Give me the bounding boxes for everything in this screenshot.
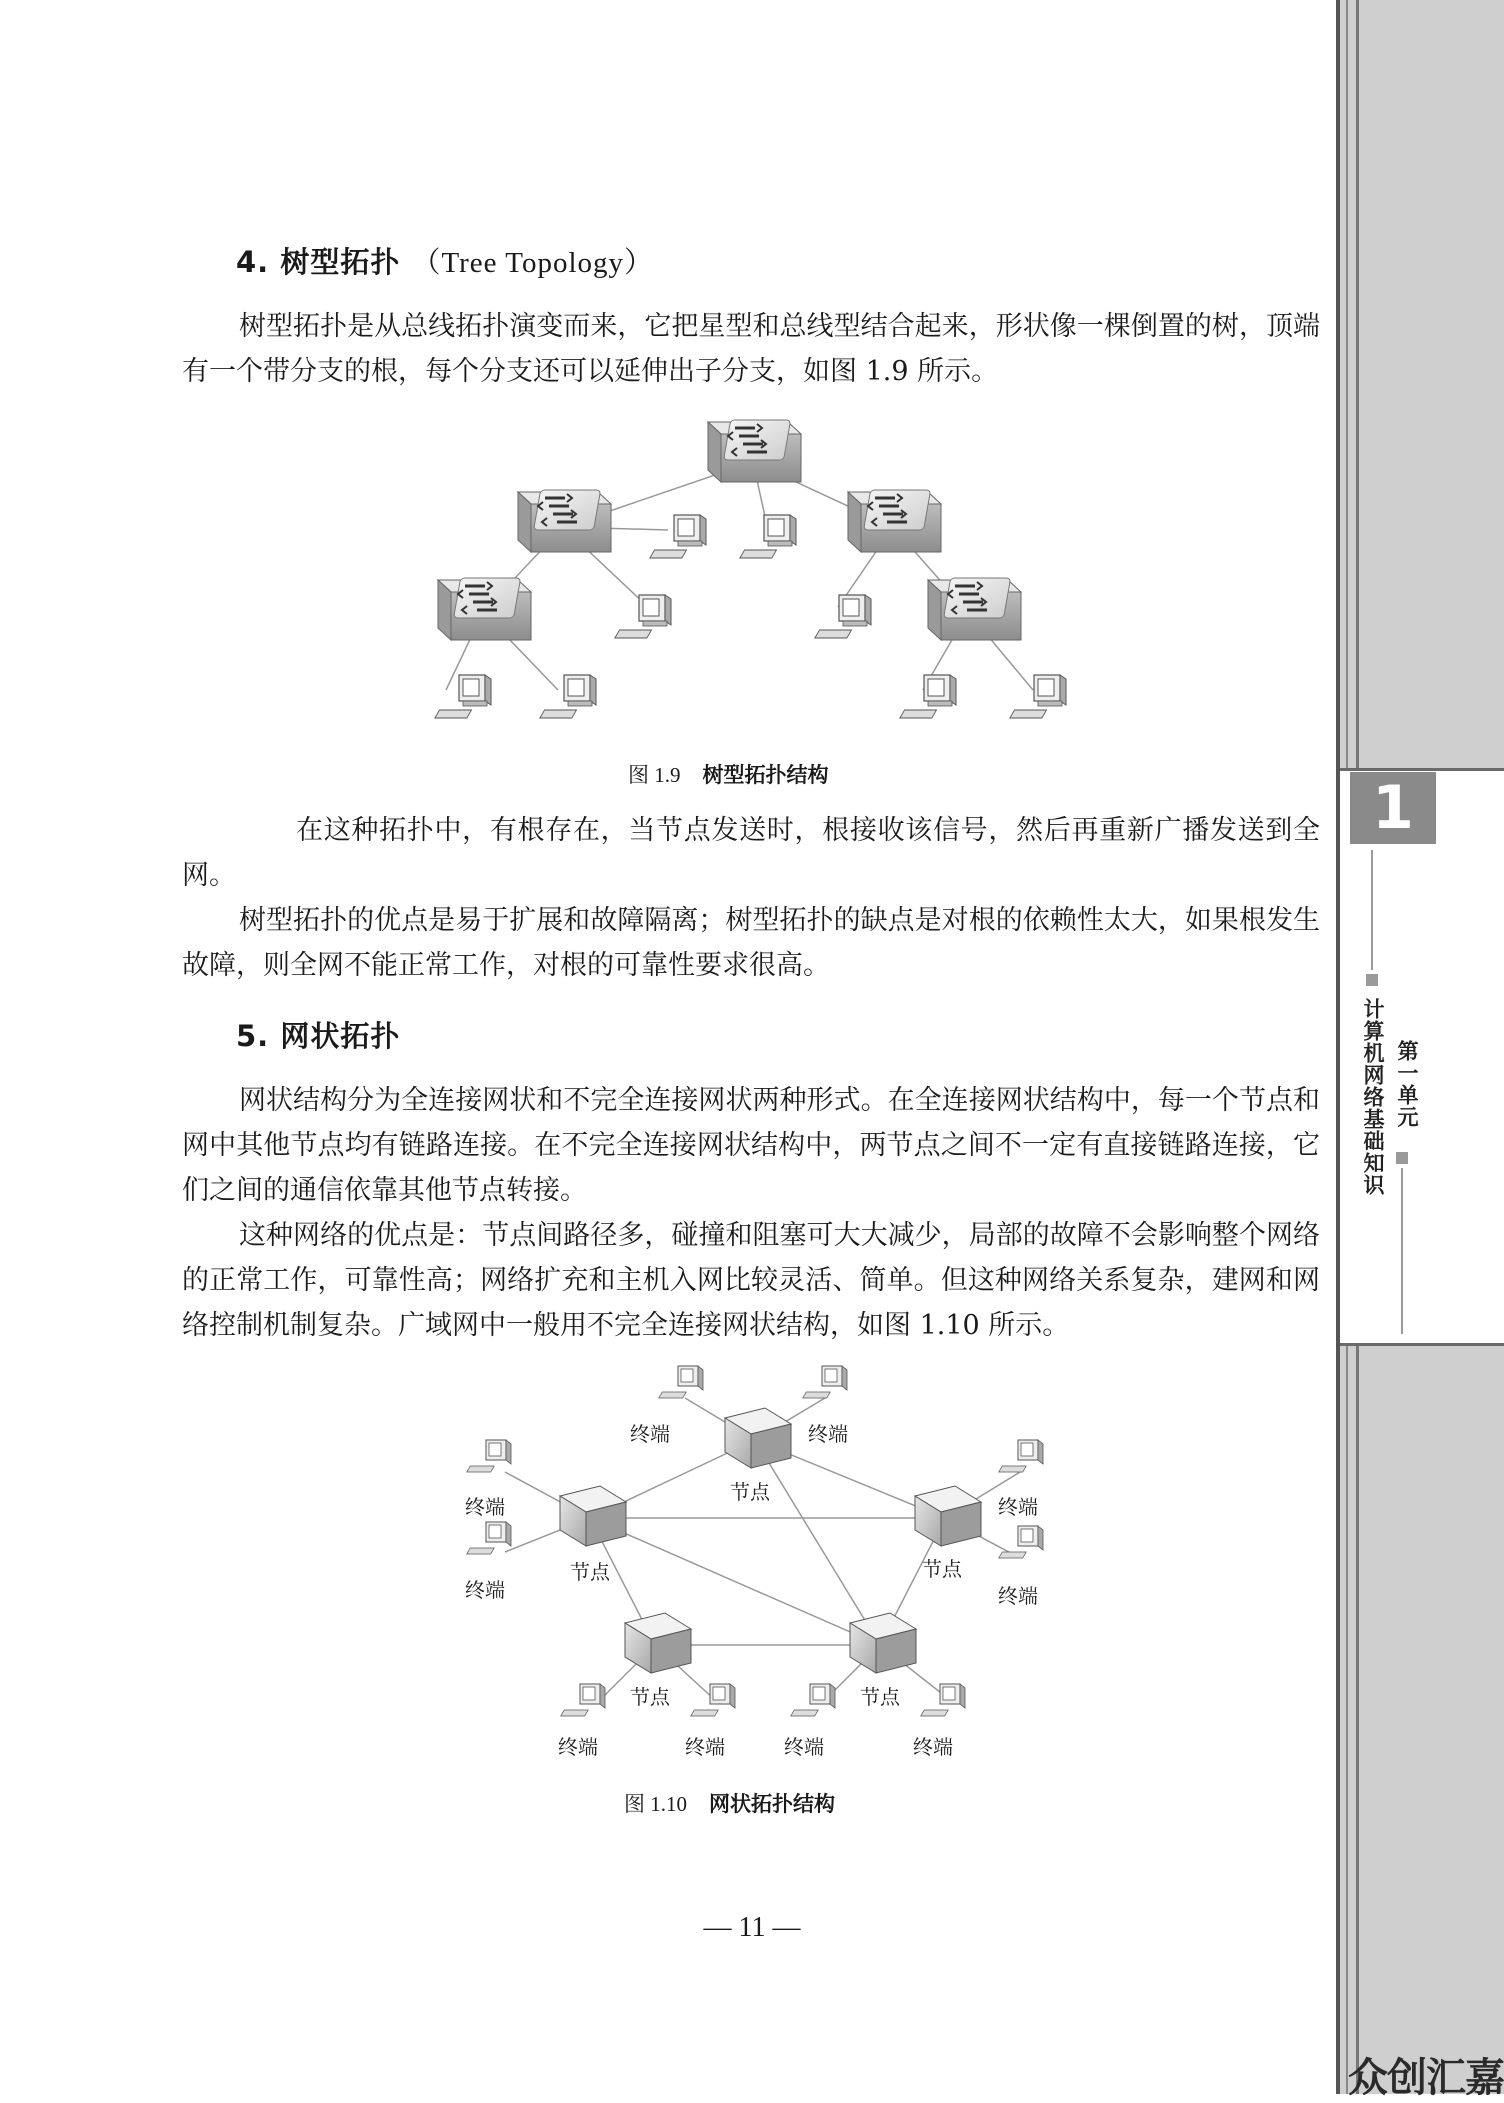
leaf-switch-left (438, 578, 531, 640)
tab-rule (1371, 850, 1373, 970)
tab-rule (1401, 1168, 1403, 1334)
computer (740, 515, 796, 558)
section4-heading (236, 240, 654, 281)
root-switch (708, 420, 801, 482)
computer (1010, 675, 1066, 718)
mesh-topology-figure (440, 1360, 1050, 1760)
node-label: 节点 (570, 1560, 610, 1584)
terminal-label: 终端 (558, 1735, 598, 1759)
terminal-label: 终端 (998, 1584, 1038, 1608)
node-label: 节点 (730, 1480, 770, 1504)
computer (815, 595, 871, 638)
tree-topology-figure (428, 412, 1078, 737)
unit-title: 第一单元 (1395, 1040, 1419, 1128)
figure-1-9-caption (628, 759, 829, 789)
section5-para1-block (182, 1078, 1320, 1348)
figure-1-9-title: 树型拓扑结构 (702, 763, 829, 787)
computer (650, 515, 706, 558)
figure-1-10-title: 网状拓扑结构 (709, 1792, 835, 1816)
terminal-label: 终端 (465, 1578, 505, 1602)
tab-marker (1396, 1152, 1408, 1164)
terminal-label: 终端 (630, 1422, 670, 1446)
section5-para1: 网状结构分为全连接网状和不完全连接网状两种形式。在全连接网状结构中，每一个节点和网中其他节点均有链路连接。在不完全连接网状结构中，两节点之间不一定有直接链路连接，它们之间的通信依靠其他节点转接。 (182, 1085, 1320, 1206)
section4-para3: 树型拓扑的优点是易于扩展和故障隔离；树型拓扑的缺点是对根的依赖性太大，如果根发生故障，则全网不能正常工作，对根的可靠性要求很高。 (182, 905, 1320, 981)
terminal-label: 终端 (998, 1495, 1038, 1519)
branch-switch-left (518, 490, 611, 552)
section5-heading-number: 5. (236, 1019, 270, 1053)
node-label: 节点 (922, 1557, 962, 1581)
terminal-label: 终端 (913, 1735, 953, 1759)
tab-marker (1366, 974, 1378, 986)
section4-heading-title: 树型拓扑 (280, 245, 401, 279)
leaf-switch-right (928, 578, 1021, 640)
terminal-label: 终端 (465, 1495, 505, 1519)
node-label: 节点 (630, 1685, 670, 1709)
section4-para1: 树型拓扑是从总线拓扑演变而来，它把星型和总线型结合起来，形状像一棵倒置的树，顶端有一个带分支的根，每个分支还可以延伸出子分支，如图 1.9 所示。 (182, 311, 1320, 387)
section4-heading-english: （Tree Topology） (411, 247, 655, 279)
section4-para2: 在这种拓扑中，有根存在，当节点发送时，根接收该信号，然后再重新广播发送到全网。 (182, 815, 1320, 891)
computer (615, 595, 671, 638)
section4-para2-block (182, 808, 1320, 898)
page-number: — 11 — (703, 1912, 801, 1943)
computer (540, 675, 596, 718)
computer (900, 675, 956, 718)
section5-heading (236, 1014, 400, 1055)
node-label: 节点 (860, 1685, 900, 1709)
section5-para2: 这种网络的优点是：节点间路径多，碰撞和阻塞可大大减少，局部的故障不会影响整个网络的正常工作，可靠性高；网络扩充和主机入网比较灵活、简单。但这种网络关系复杂，建网和网络控制机制复杂。广域网中一般用不完全连接网状结构，如图 1.10 所示。 (182, 1220, 1320, 1341)
unit-number: 1 (1372, 773, 1414, 843)
watermark: 众创汇嘉 (1348, 2055, 1504, 2101)
section5-heading-title: 网状拓扑 (280, 1019, 401, 1053)
branch-switch-right (848, 490, 941, 552)
section4-para3-block (182, 898, 1320, 988)
terminal-label: 终端 (808, 1422, 848, 1446)
section4-heading-number: 4. (236, 245, 270, 279)
section4-para1-block (182, 304, 1320, 394)
figure-1-10-caption (624, 1788, 835, 1818)
chapter-title: 计算机网络基础知识 (1361, 998, 1385, 1196)
figure-1-9-number: 图 1.9 (628, 763, 681, 787)
terminal-label: 终端 (784, 1735, 824, 1759)
terminal-label: 终端 (685, 1735, 725, 1759)
computer (435, 675, 491, 718)
figure-1-10-number: 图 1.10 (624, 1792, 687, 1816)
unit-number-box (1350, 772, 1436, 844)
